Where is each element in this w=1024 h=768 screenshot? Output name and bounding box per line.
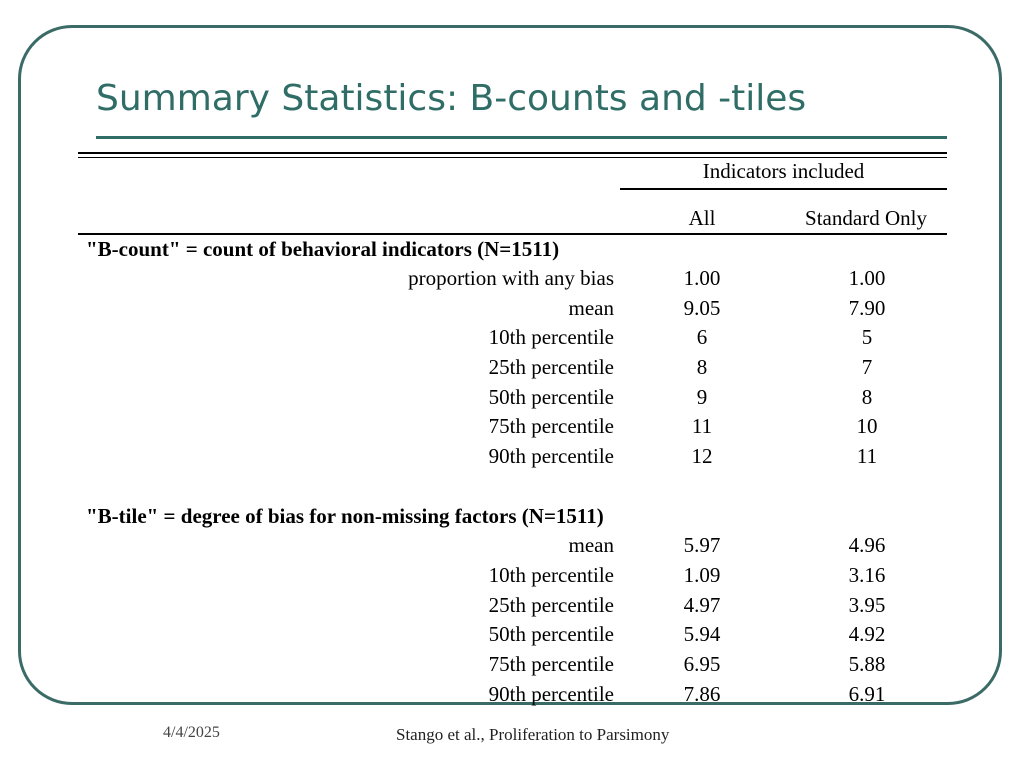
footer-date: 4/4/2025 [163, 724, 220, 741]
value-standard: 7 [861, 355, 873, 379]
value-standard: 8 [861, 385, 873, 409]
value-all: 1.09 [683, 563, 721, 587]
table-row [0, 384, 1024, 414]
value-standard: 4.92 [848, 622, 886, 646]
table-row [0, 592, 1024, 622]
value-standard: 5.88 [848, 652, 886, 676]
row-label: 25th percentile [488, 593, 614, 617]
footer-source: Stango et al., Proliferation to Parsimony [396, 725, 670, 744]
value-standard: 3.95 [848, 593, 886, 617]
row-label: 90th percentile [488, 444, 614, 468]
table-row [0, 265, 1024, 295]
value-all: 5.97 [683, 533, 721, 557]
value-standard: 7.90 [848, 296, 886, 320]
row-label: 10th percentile [488, 325, 614, 349]
row-label: 50th percentile [488, 385, 614, 409]
row-label: 25th percentile [488, 355, 614, 379]
value-standard: 4.96 [848, 533, 886, 557]
value-standard: 10 [856, 414, 878, 438]
section-heading-b-count: "B-count" = count of behavioral indicators (N=1511) [86, 237, 560, 261]
table-row [0, 295, 1024, 325]
column-header-all: All [688, 206, 716, 230]
column-header-standard-only: Standard Only [805, 206, 927, 230]
value-all: 9 [696, 385, 708, 409]
value-standard: 5 [861, 325, 873, 349]
value-all: 12 [691, 444, 713, 468]
value-all: 7.86 [683, 682, 721, 706]
value-all: 1.00 [683, 266, 721, 290]
row-label: proportion with any bias [408, 266, 614, 290]
row-label: 10th percentile [488, 563, 614, 587]
value-all: 8 [696, 355, 708, 379]
table-row [0, 532, 1024, 562]
value-all: 4.97 [683, 593, 721, 617]
row-label: 90th percentile [488, 682, 614, 706]
row-label: 50th percentile [488, 622, 614, 646]
value-standard: 3.16 [848, 563, 886, 587]
table-row [0, 681, 1024, 711]
table-row [0, 324, 1024, 354]
table-top-rule [78, 152, 947, 154]
section-heading-b-tile: "B-tile" = degree of bias for non-missing factors (N=1511) [86, 504, 604, 528]
row-label: mean [568, 533, 614, 557]
row-label: 75th percentile [488, 414, 614, 438]
table-row [0, 651, 1024, 681]
header-bottom-rule [78, 233, 947, 235]
table-row [0, 562, 1024, 592]
group-header-rule [620, 188, 947, 190]
value-all: 11 [691, 414, 713, 438]
value-standard: 6.91 [848, 682, 886, 706]
table-row [0, 413, 1024, 443]
value-all: 6.95 [683, 652, 721, 676]
table-row [0, 354, 1024, 384]
value-standard: 1.00 [848, 266, 886, 290]
slide-title: Summary Statistics: B-counts and -tiles [96, 78, 807, 119]
group-header: Indicators included [702, 159, 865, 183]
row-label: 75th percentile [488, 652, 614, 676]
table-row [0, 443, 1024, 473]
value-all: 9.05 [683, 296, 721, 320]
title-underline [96, 136, 947, 139]
value-all: 6 [696, 325, 708, 349]
value-standard: 11 [856, 444, 878, 468]
row-label: mean [568, 296, 614, 320]
value-all: 5.94 [683, 622, 721, 646]
table-row [0, 621, 1024, 651]
